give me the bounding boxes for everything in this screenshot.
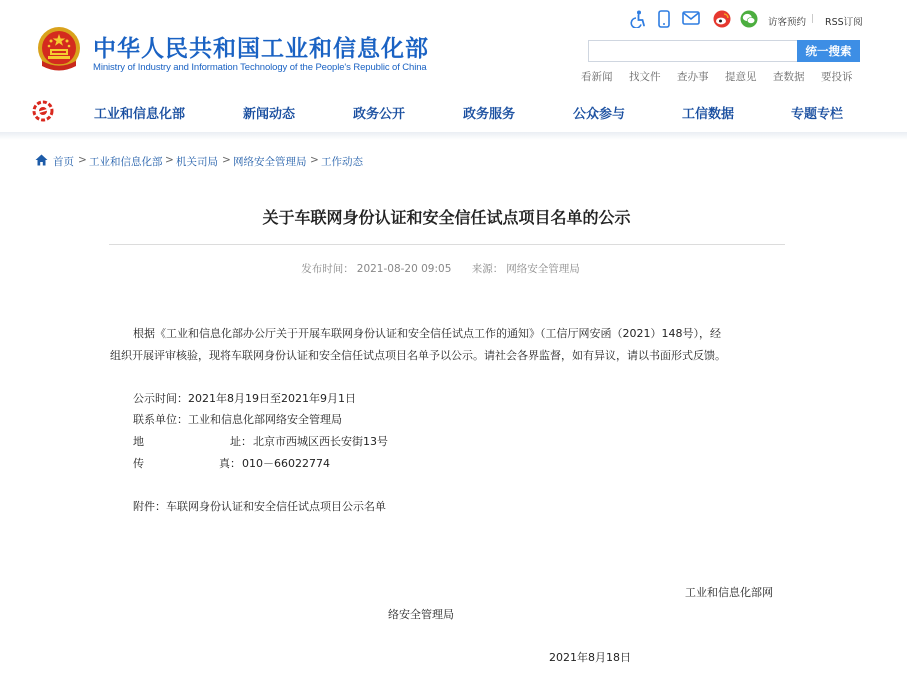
nav-item-government-info[interactable]: 政务公开 xyxy=(353,107,406,122)
signature-line-1: 工业和信息化部网 xyxy=(685,586,773,599)
notice-period: 公示时间：2021年8月19日至2021年9月1日 xyxy=(133,392,356,405)
nav-item-government-services[interactable]: 政务服务 xyxy=(463,107,516,122)
nav-item-data[interactable]: 工信数据 xyxy=(682,107,735,122)
breadcrumb-home[interactable]: 首页 xyxy=(53,156,74,168)
miit-logo-icon[interactable] xyxy=(32,100,54,122)
contact-unit: 联系单位：工业和信息化部网络安全管理局 xyxy=(133,413,342,426)
breadcrumb-separator: > xyxy=(165,154,174,166)
search-input[interactable] xyxy=(588,40,805,62)
nav-divider xyxy=(0,132,907,140)
nav-item-public-participation[interactable]: 公众参与 xyxy=(573,107,626,122)
nav-item-news[interactable]: 新闻动态 xyxy=(243,107,296,122)
publish-time: 2021-08-20 09:05 xyxy=(356,263,452,275)
mobile-icon[interactable] xyxy=(657,10,671,28)
signature-line-2: 络安全管理局 xyxy=(388,608,454,621)
article-paragraph-line-2: 组织开展评审核验，现将车联网身份认证和安全信任试点项目名单予以公示。请社会各界监督，如有异议，请以书面形式反馈。 xyxy=(110,349,726,362)
publish-label: 发布时间： xyxy=(301,263,354,275)
breadcrumb-separator: > xyxy=(310,154,319,166)
breadcrumb-separator: > xyxy=(222,154,231,166)
title-divider xyxy=(109,244,785,245)
address-value: 北京市西城区西长安街13号 xyxy=(253,435,388,448)
quick-links xyxy=(581,69,871,83)
breadcrumb-separator: > xyxy=(78,154,87,166)
fax-label-suffix: 真： xyxy=(219,457,241,470)
attachment-link[interactable]: 附件：车联网身份认证和安全信任试点项目公示名单 xyxy=(133,500,386,513)
main-nav xyxy=(0,92,907,132)
rss-link[interactable]: RSS订阅 xyxy=(825,17,863,28)
nav-item-special-topics[interactable]: 专题专栏 xyxy=(791,107,844,122)
breadcrumb-work-news[interactable]: 工作动态 xyxy=(321,156,363,168)
weibo-icon[interactable] xyxy=(713,10,731,28)
quick-link-services[interactable]: 查办事 xyxy=(677,71,709,83)
source-label: 来源： xyxy=(471,263,504,275)
quick-link-files[interactable]: 找文件 xyxy=(629,71,661,83)
unified-search-button[interactable]: 统一搜索 xyxy=(797,40,860,62)
quick-link-news[interactable]: 看新闻 xyxy=(581,71,613,83)
nav-item-ministry[interactable]: 工业和信息化部 xyxy=(94,107,186,122)
mail-icon[interactable] xyxy=(682,10,700,26)
wechat-icon[interactable] xyxy=(740,10,758,28)
accessibility-icon[interactable] xyxy=(630,10,646,28)
quick-link-suggestions[interactable]: 提意见 xyxy=(725,71,757,83)
site-title[interactable]: 中华人民共和国工业和信息化部 xyxy=(93,36,429,62)
breadcrumb-departments[interactable]: 机关司局 xyxy=(176,156,218,168)
source-value: 网络安全管理局 xyxy=(506,263,580,275)
fax-value: 010－66022774 xyxy=(242,457,330,470)
signature-date: 2021年8月18日 xyxy=(549,651,631,664)
search-box xyxy=(588,40,860,62)
site-subtitle: Ministry of Industry and Information Technology of the People's Republic of China xyxy=(93,62,427,73)
article-meta xyxy=(0,261,881,276)
site-header xyxy=(0,0,907,92)
national-emblem-icon[interactable] xyxy=(36,26,82,76)
fax-label-char: 传 xyxy=(133,457,144,470)
visitor-booking-link[interactable]: 访客预约 xyxy=(768,17,807,28)
top-link-separator: | xyxy=(811,14,815,24)
top-links xyxy=(628,10,903,30)
article-paragraph-line-1: 根据《工业和信息化部办公厅关于开展车联网身份认证和安全信任试点工作的通知》（工信厅网安函（2021）148号），经 xyxy=(133,327,721,340)
quick-link-data[interactable]: 查数据 xyxy=(773,71,805,83)
address-label-char: 地 xyxy=(133,435,144,448)
home-icon xyxy=(35,154,48,166)
breadcrumb xyxy=(35,154,735,168)
breadcrumb-cybersecurity-bureau[interactable]: 网络安全管理局 xyxy=(233,156,307,168)
address-label-suffix: 址： xyxy=(230,435,252,448)
quick-link-complaints[interactable]: 要投诉 xyxy=(821,71,853,83)
article-title: 关于车联网身份认证和安全信任试点项目名单的公示 xyxy=(262,208,631,227)
breadcrumb-ministry[interactable]: 工业和信息化部 xyxy=(89,156,163,168)
